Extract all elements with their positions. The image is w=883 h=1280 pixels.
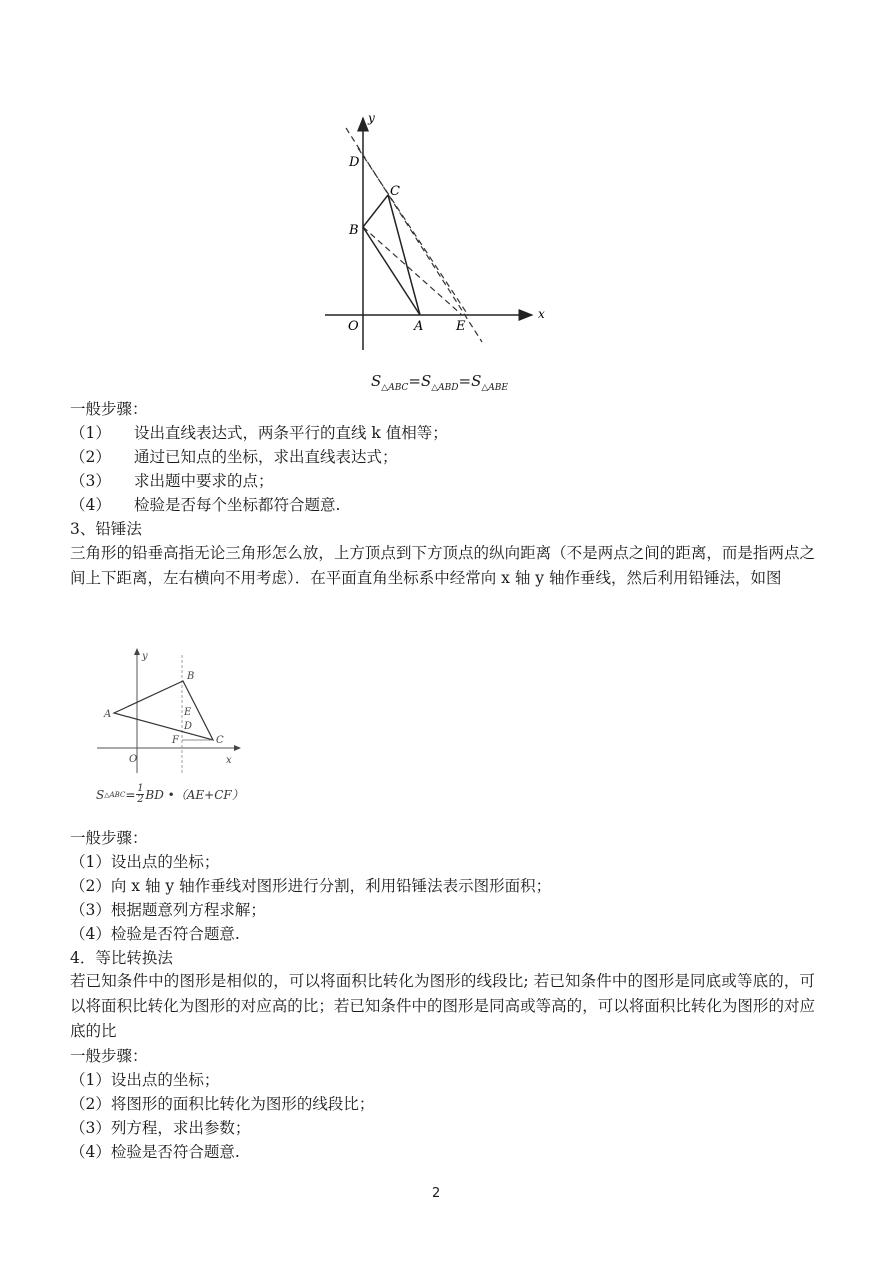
segment-bc (363, 195, 388, 227)
label-c-2: C (216, 735, 224, 746)
segment-ba (363, 227, 420, 315)
label-x-2: x (226, 755, 232, 766)
page-number: 2 (432, 1186, 441, 1201)
step-1-4: （4） 检验是否每个坐标都符合题意. (70, 496, 341, 514)
figure-plumb-line (92, 645, 252, 785)
section-4-title: 4．等比转换法 (70, 949, 173, 967)
triangle-abc (114, 681, 213, 740)
step-2-3: （3）根据题意列方程求解； (70, 901, 266, 919)
label-c: C (390, 184, 400, 199)
label-e: E (456, 319, 466, 334)
step-3-1: （1）设出点的坐标； (70, 1071, 220, 1089)
label-o: O (348, 319, 359, 334)
step-2-4: （4）检验是否符合题意. (70, 925, 240, 943)
figure-parallel-lines (310, 110, 550, 370)
label-e-2: E (184, 707, 192, 718)
formula-plumb: S △ABC = 1 2 BD •（AE+CF） (96, 783, 244, 805)
segment-ca (388, 195, 420, 315)
steps-heading-3: 一般步骤： (70, 1047, 148, 1065)
step-1-1: （1） 设出直线表达式，两条平行的直线 k 值相等； (70, 424, 448, 442)
label-x: x (538, 307, 545, 321)
section-3-paragraph: 三角形的铅垂高指无论三角形怎么放，上方顶点到下方顶点的纵向距离（不是两点之间的距离，而是指两点之间上下距离，左右横向不用考虑）．在平面直角坐标系中经常向 x 轴 y 轴作垂线，然后利用铅锤法，如图 (70, 544, 815, 587)
section-4-paragraph: 若已知条件中的图形是相似的，可以将面积比转化为图形的线段比; 若已知条件中的图形是同底或等底的，可以将面积比转化为图形的对应高的比；若已知条件中的图形是同高或等高的，可以将面积比转化为图形的对应底的比 (70, 972, 815, 1040)
step-1-3: （3） 求出题中要求的点； (70, 472, 274, 490)
label-y: y (368, 111, 375, 125)
label-f-2: F (172, 735, 179, 746)
label-d-2: D (184, 721, 193, 732)
steps-heading-2: 一般步骤： (70, 829, 148, 847)
label-o-2: O (129, 754, 138, 765)
label-b-2: B (187, 671, 195, 682)
label-b: B (349, 223, 359, 238)
label-a-2: A (104, 709, 112, 720)
step-1-2: （2） 通过已知点的坐标，求出直线表达式； (70, 448, 398, 466)
formula-equal-area: $S_{\triangle ABC}=S_{\triangle ABD}=S_{\triangle ABE}$ (371, 372, 508, 393)
section-3-title: 3、铅锤法 (70, 520, 142, 538)
label-d: D (349, 155, 360, 170)
step-3-4: （4）检验是否符合题意. (70, 1143, 240, 1161)
step-2-1: （1）设出点的坐标； (70, 853, 220, 871)
steps-heading-1: 一般步骤： (70, 400, 148, 418)
step-2-2: （2）向 x 轴 y 轴作垂线对图形进行分割，利用铅锤法表示图形面积； (70, 877, 552, 895)
dashed-line-be (363, 227, 462, 315)
step-3-2: （2）将图形的面积比转化为图形的线段比； (70, 1095, 375, 1113)
label-y-2: y (142, 651, 148, 662)
label-a: A (414, 319, 424, 334)
step-3-3: （3）列方程，求出参数； (70, 1119, 251, 1137)
